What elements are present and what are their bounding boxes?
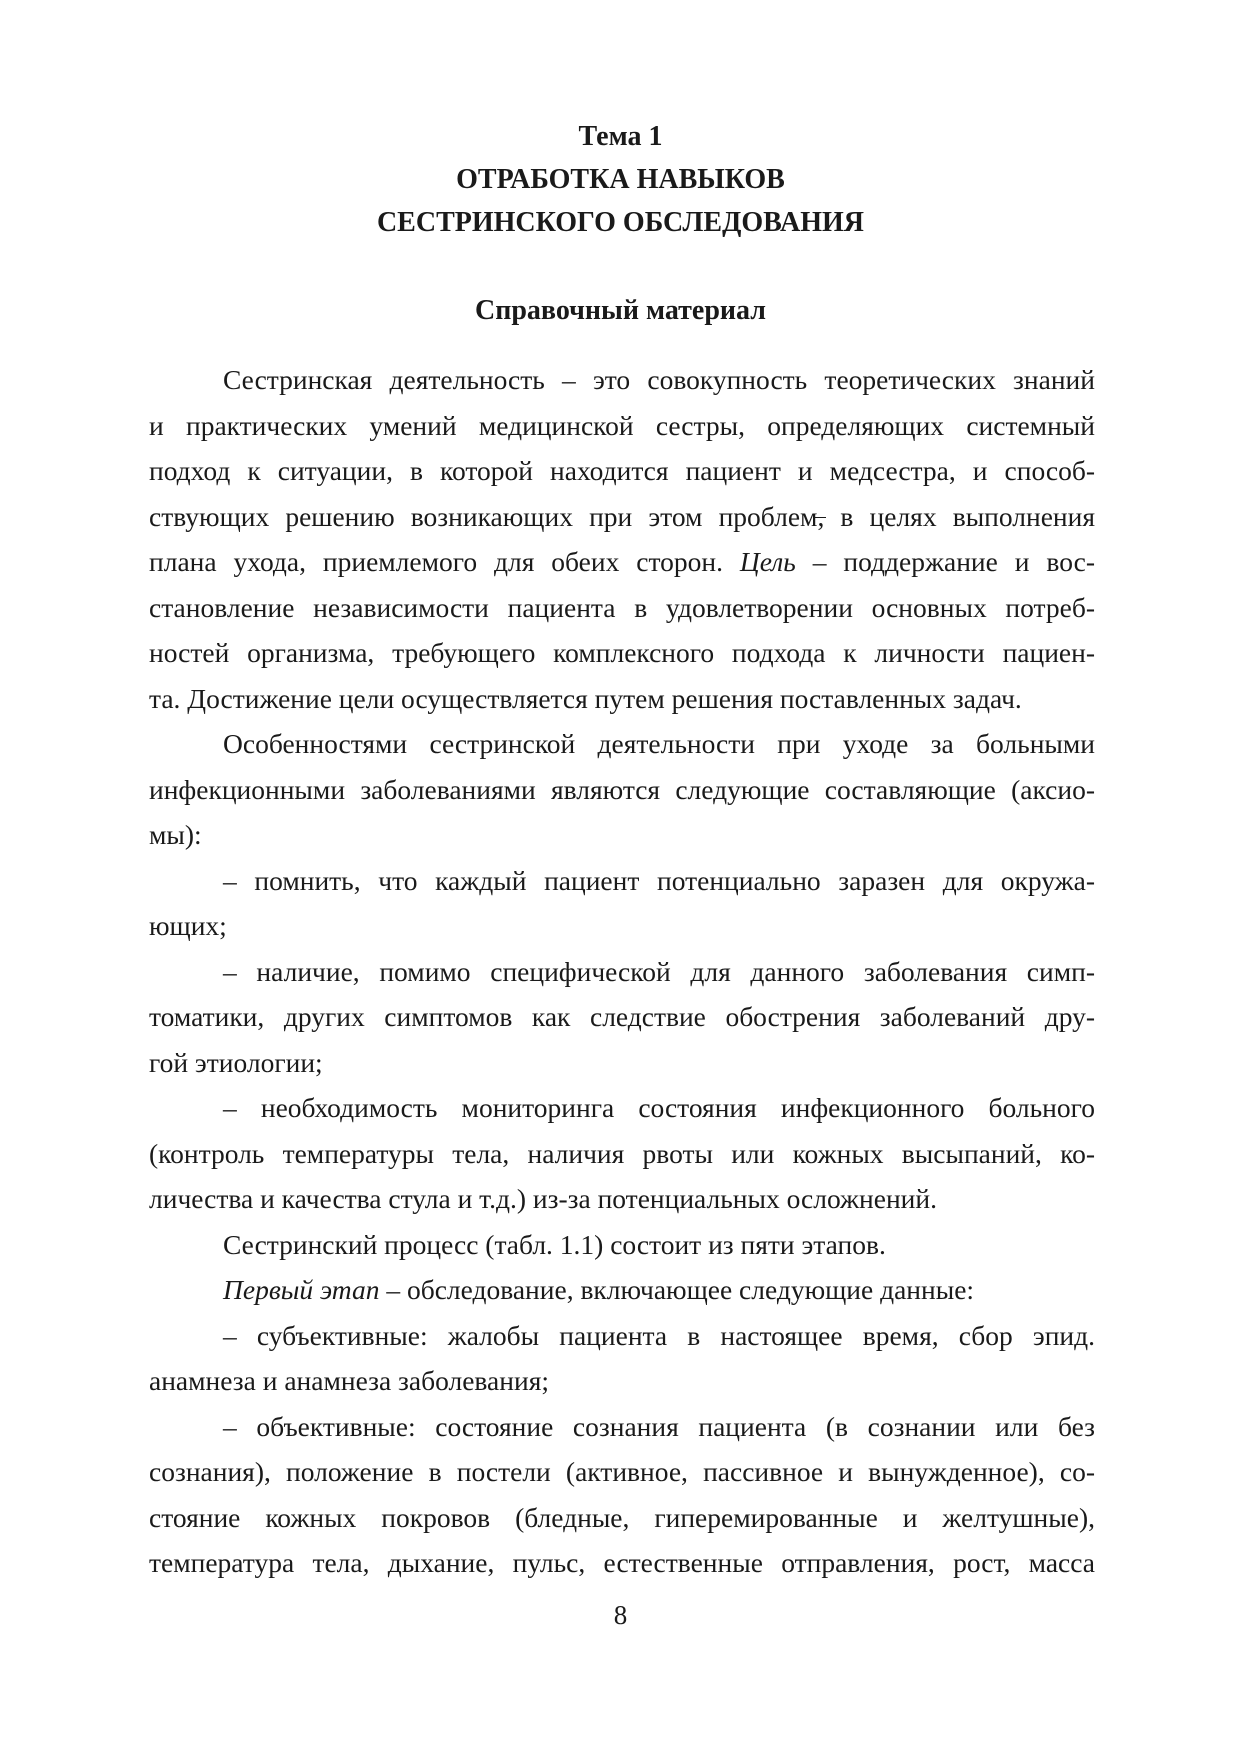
text-segment: – помнить, что каждый пациент потенциально заразен для окружа- xyxy=(223,864,1095,896)
text-segment: томатики, других симптомов как следствие обострения заболеваний дру- xyxy=(149,1001,1095,1032)
text-line xyxy=(149,1176,1095,1222)
chapter-title-line-2: СЕСТРИНСКОГО ОБСЛЕДОВАНИЯ xyxy=(376,207,865,238)
text-line xyxy=(149,858,1095,904)
text-line xyxy=(149,767,1095,813)
text-segment: ностей организма, требующего комплексного подхода к личности пациен- xyxy=(149,637,1095,668)
text-segment: стояние кожных покровов (бледные, гиперемированные и желтушные), xyxy=(149,1501,1095,1533)
text-line xyxy=(149,1222,1095,1268)
text-line xyxy=(149,1085,1095,1131)
text-segment: личества и качества стула и т.д.) из-за потенциальных осложнений. xyxy=(149,1183,937,1214)
text-segment: гой этиологии; xyxy=(149,1046,323,1078)
text-segment: – субъективные: жалобы пациента в настоящее время, сбор эпид. xyxy=(223,1319,1095,1351)
text-line xyxy=(149,1131,1095,1177)
text-segment: та. Достижение цели осуществляется путем решения поставленных задач. xyxy=(149,682,1022,714)
text-line xyxy=(149,494,1095,540)
chapter-heading xyxy=(0,115,1241,244)
text-line xyxy=(149,676,1095,722)
text-line xyxy=(149,1540,1095,1586)
text-line xyxy=(149,1313,1095,1359)
chapter-title-line-1: ОТРАБОТКА НАВЫКОВ xyxy=(456,164,785,195)
text-line xyxy=(149,630,1095,676)
text-segment: и практических умений медицинской сестры, определяющих системный xyxy=(149,409,1095,441)
text-segment: в целях выполнения xyxy=(824,500,1095,532)
text-segment: – обследование, включающее следующие данные: xyxy=(379,1274,975,1305)
text-segment: – объективные: состояние сознания пациента (в сознании или без xyxy=(223,1410,1095,1442)
text-segment: – необходимость мониторинга состояния инфекционного больного xyxy=(223,1092,1095,1123)
text-segment: ствующих решению возникающих при этом проблем xyxy=(149,500,818,532)
text-line xyxy=(149,539,1095,585)
italic-term: Первый этап xyxy=(223,1274,380,1305)
text-segment: инфекционными заболеваниями являются следующие составляющие (аксио- xyxy=(149,773,1095,805)
text-line xyxy=(149,448,1095,494)
text-segment: – поддержание и вос- xyxy=(795,546,1095,577)
text-line xyxy=(149,585,1095,631)
body-text xyxy=(149,357,1095,1586)
struck-punctuation: , xyxy=(817,500,825,532)
text-line xyxy=(149,1267,1095,1313)
text-line xyxy=(149,1358,1095,1404)
text-line xyxy=(149,1495,1095,1541)
text-line xyxy=(149,357,1095,403)
text-segment: плана ухода, приемлемого для обеих сторон. xyxy=(149,546,740,577)
text-line xyxy=(149,812,1095,858)
text-line xyxy=(149,903,1095,949)
text-segment: температура тела, дыхание, пульс, естественные отправления, рост, масса xyxy=(149,1547,1095,1578)
text-segment: Особенностями сестринской деятельности при уходе за больными xyxy=(223,728,1095,759)
text-line xyxy=(149,1404,1095,1450)
italic-term: Цель xyxy=(739,546,796,577)
text-line xyxy=(149,994,1095,1040)
page-number: 8 xyxy=(613,1600,628,1630)
text-segment: сознания), положение в постели (активное, пассивное и вынужденное), со- xyxy=(149,1456,1095,1487)
text-line xyxy=(149,1040,1095,1086)
text-segment: подход к ситуации, в которой находится пациент и медсестра, и способ- xyxy=(149,455,1095,486)
text-segment: – наличие, помимо специфической для данного заболевания симп- xyxy=(223,955,1095,987)
text-segment: мы): xyxy=(149,819,202,850)
text-segment: анамнеза и анамнеза заболевания; xyxy=(149,1365,549,1396)
text-line xyxy=(149,403,1095,449)
text-segment: ющих; xyxy=(149,910,227,941)
text-segment: (контроль температуры тела, наличия рвоты или кожных высыпаний, ко- xyxy=(149,1137,1095,1169)
text-segment: становление независимости пациента в удовлетворении основных потреб- xyxy=(149,591,1095,623)
text-segment: Сестринская деятельность – это совокупность теоретических знаний xyxy=(223,364,1095,395)
section-heading: Справочный материал xyxy=(474,295,767,326)
text-line xyxy=(149,721,1095,767)
text-segment: Сестринский процесс (табл. 1.1) состоит из пяти этапов. xyxy=(223,1228,886,1260)
topic-number: Тема 1 xyxy=(578,121,663,152)
text-line xyxy=(149,949,1095,995)
text-line xyxy=(149,1449,1095,1495)
